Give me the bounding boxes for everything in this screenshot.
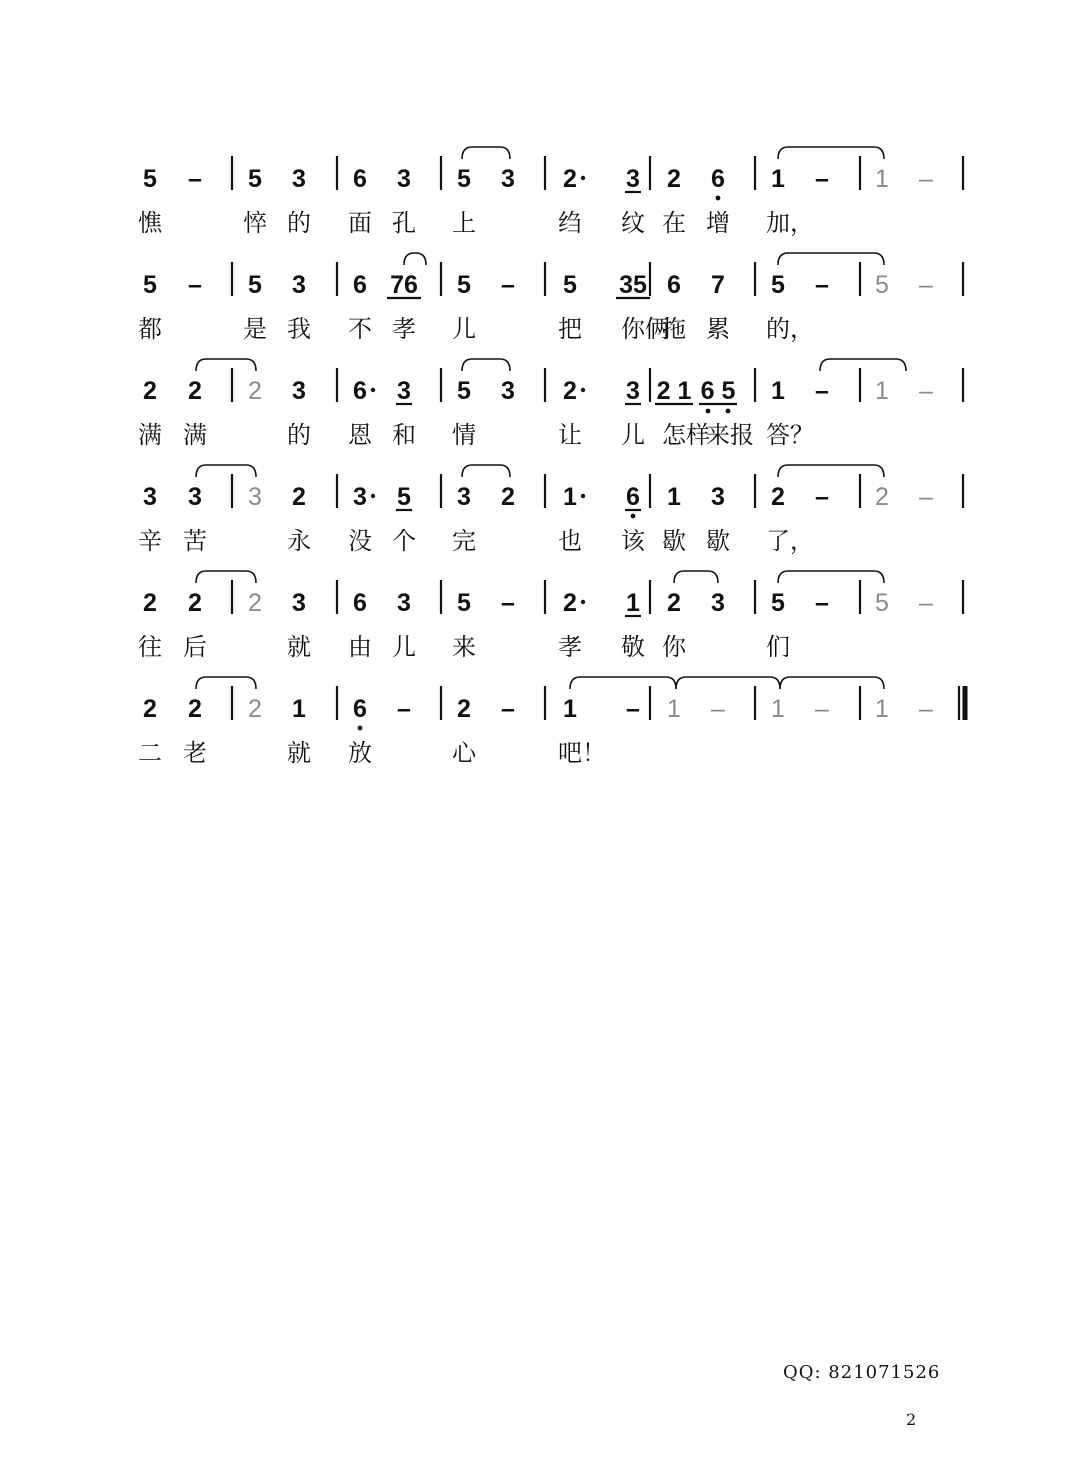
note: 1 [875,695,889,723]
note: 1 [563,695,577,723]
note: 2 [875,483,889,511]
note: 6 [353,377,367,405]
note: 6 5 [700,377,736,405]
note: 1 [563,483,577,511]
lyric-syllable: 面 [348,209,372,237]
lyric-syllable: 我 [287,315,311,343]
lyric-syllable: 的 [287,209,311,237]
tie-slur [778,571,884,583]
note: 5 [771,589,785,617]
note: 3 [397,165,411,193]
low-octave-dot [726,409,731,414]
note: 1 [771,165,785,193]
note: 3 [292,271,306,299]
note: 76 [390,271,418,299]
note: 2 [143,695,157,723]
note: 5 [248,271,262,299]
note: 1 [626,589,640,617]
lyric-syllable: 满 [183,421,207,449]
tie-slur [570,677,676,689]
augmentation-dot [371,494,375,498]
low-octave-dot [358,726,363,731]
tie-slur [196,359,256,371]
note: 1 [771,377,785,405]
note: 3 [711,483,725,511]
note: 3 [626,165,640,193]
note: – [501,695,515,723]
note: 2 [248,377,262,405]
lyric-syllable: 增 [706,209,730,237]
note: – [815,589,829,617]
note: 2 [771,483,785,511]
note: 5 [457,589,471,617]
tie-slur [404,253,426,265]
note: – [919,695,933,723]
lyric-syllable: 孝 [558,633,582,661]
lyric-syllable: 和 [392,421,416,449]
low-octave-dot [716,196,721,201]
lyric-syllable: 拖 [662,315,686,343]
note: 6 [353,589,367,617]
note: 5 [457,165,471,193]
lyric-syllable: 辛 [138,527,162,555]
note: – [919,589,933,617]
note: – [815,165,829,193]
note: – [397,695,411,723]
lyric-syllable: 儿 [452,315,476,343]
note: 2 [563,589,577,617]
lyric-syllable: 加， [766,209,814,237]
note: 3 [626,377,640,405]
lyric-syllable: 让 [558,421,582,449]
lyric-syllable: 永 [287,527,311,555]
tie-slur [196,465,256,477]
lyric-syllable: 满 [138,421,162,449]
page-number: 2 [906,1410,917,1429]
lyric-syllable: 都 [138,315,162,343]
note: 3 [457,483,471,511]
note: 5 [875,589,889,617]
tie-slur [778,147,884,159]
lyric-syllable: 来报 [706,421,754,449]
low-octave-dot [706,409,711,414]
lyric-syllable: 憔 [138,209,162,237]
note: – [188,165,202,193]
lyric-syllable: 歇 [662,527,686,555]
lyric-syllable: 也 [558,527,582,555]
lyric-syllable: 在 [662,209,686,237]
note: 2 [188,377,202,405]
tie-slur [778,253,884,265]
lyric-syllable: 吧！ [558,739,606,767]
note: 1 [875,165,889,193]
note: – [188,271,202,299]
note: 7 [711,271,725,299]
note: – [919,271,933,299]
lyric-syllable: 的 [287,421,311,449]
note: 1 [771,695,785,723]
note: – [919,483,933,511]
note: – [815,271,829,299]
lyric-syllable: 由 [348,633,372,661]
note: – [626,695,640,723]
augmentation-dot [581,494,585,498]
tie-slur [462,465,510,477]
note: 35 [619,271,647,299]
augmentation-dot [581,600,585,604]
lyric-syllable: 了， [766,527,814,555]
note: 1 [667,483,681,511]
note: 5 [457,271,471,299]
lyric-syllable: 把 [558,315,582,343]
low-octave-dot [631,514,636,519]
note: 2 [292,483,306,511]
note: 6 [353,165,367,193]
tie-slur [196,677,256,689]
note: 3 [143,483,157,511]
lyric-syllable: 放 [348,739,372,767]
lyric-syllable: 个 [392,527,416,555]
augmentation-dot [581,176,585,180]
note: 3 [353,483,367,511]
lyric-syllable: 答？ [766,421,814,449]
lyric-syllable: 累 [706,315,730,343]
lyric-syllable: 情 [452,421,476,449]
note: 5 [143,165,157,193]
note: 2 [667,589,681,617]
note: 2 [143,377,157,405]
note: 2 1 [656,377,692,405]
note: 5 [875,271,889,299]
augmentation-dot [581,388,585,392]
note: 2 [188,695,202,723]
note: 2 [248,695,262,723]
note: 1 [292,695,306,723]
lyric-syllable: 上 [452,209,476,237]
tie-slur [676,677,780,689]
lyric-syllable: 孝 [392,315,416,343]
lyric-syllable: 老 [183,739,207,767]
note: 5 [248,165,262,193]
note: – [919,377,933,405]
note: 2 [563,377,577,405]
tie-slur [462,359,510,371]
note: 2 [188,589,202,617]
note: 2 [563,165,577,193]
note: 2 [457,695,471,723]
tie-slur [674,571,718,583]
tie-slur [196,571,256,583]
note: 3 [397,377,411,405]
note: – [815,695,829,723]
note: 3 [501,165,515,193]
lyric-syllable: 你 [662,633,686,661]
note: 1 [875,377,889,405]
note: – [501,589,515,617]
lyric-syllable: 完 [452,527,476,555]
lyric-syllable: 往 [138,633,162,661]
lyric-syllable: 歇 [706,527,730,555]
lyric-syllable: 怎样 [662,421,710,449]
note: 6 [667,271,681,299]
note: 5 [563,271,577,299]
lyric-syllable: 二 [138,739,162,767]
note: 3 [292,589,306,617]
contact-qq: QQ: 821071526 [783,1362,941,1383]
note: 3 [292,165,306,193]
note: 2 [501,483,515,511]
note: 5 [397,483,411,511]
lyric-syllable: 就 [287,739,311,767]
note: 5 [143,271,157,299]
lyric-syllable: 就 [287,633,311,661]
note: 6 [626,483,640,511]
note: 5 [771,271,785,299]
lyric-syllable: 该 [621,527,645,555]
note: – [919,165,933,193]
note: 3 [397,589,411,617]
lyric-syllable: 儿 [621,421,645,449]
note: 5 [457,377,471,405]
note: 6 [353,695,367,723]
tie-slur [780,677,884,689]
lyric-syllable: 不 [348,315,372,343]
note: 3 [292,377,306,405]
lyric-syllable: 绉 [558,209,582,237]
note: – [501,271,515,299]
note: 2 [143,589,157,617]
lyric-syllable: 的， [766,315,814,343]
lyric-syllable: 苦 [183,527,207,555]
tie-slur [778,465,884,477]
note: 3 [711,589,725,617]
lyric-syllable: 儿 [392,633,416,661]
note: – [711,695,725,723]
note: – [815,377,829,405]
note: 3 [501,377,515,405]
lyric-syllable: 恩 [348,421,372,449]
note: 2 [248,589,262,617]
lyric-syllable: 没 [348,527,372,555]
lyric-syllable: 纹 [621,209,645,237]
lyric-syllable: 悴 [243,209,267,237]
tie-slur [820,359,906,371]
note: 6 [711,165,725,193]
note: 2 [667,165,681,193]
lyric-syllable: 你俩 [621,315,669,343]
lyric-syllable: 们 [766,633,790,661]
note: 6 [353,271,367,299]
lyric-syllable: 孔 [392,209,416,237]
lyric-syllable: 是 [243,315,267,343]
note: 3 [248,483,262,511]
tie-slur [462,147,510,159]
lyric-syllable: 心 [452,739,476,767]
note: – [815,483,829,511]
note: 3 [188,483,202,511]
lyric-syllable: 来 [452,633,476,661]
note: 1 [667,695,681,723]
augmentation-dot [371,388,375,392]
lyric-syllable: 敬 [621,633,645,661]
lyric-syllable: 后 [183,633,207,661]
